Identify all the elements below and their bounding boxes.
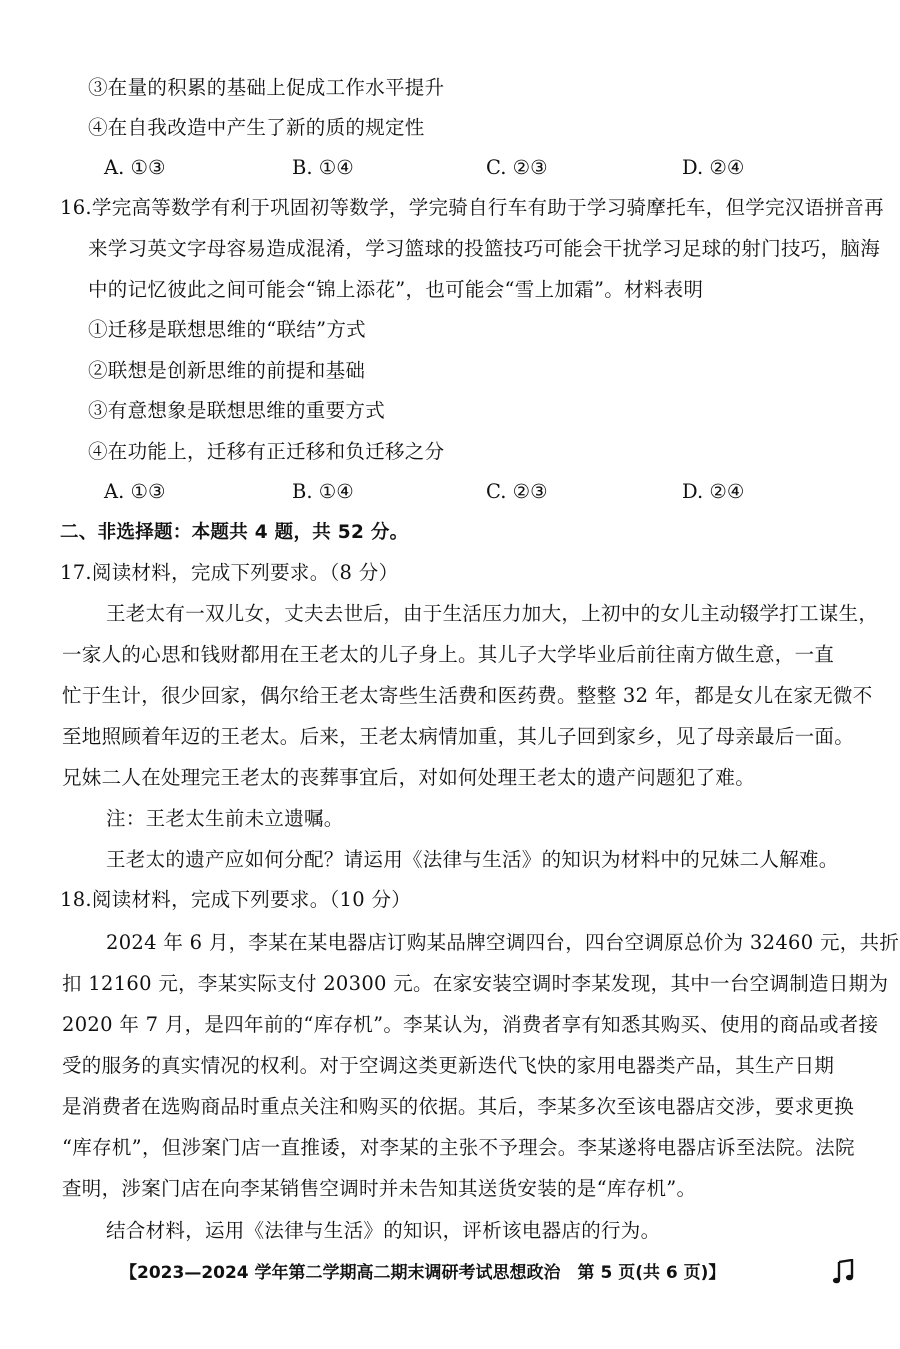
q15-option-d: D. ②④	[682, 156, 745, 179]
q17-material-line-3: 忙于生计，很少回家，偶尔给王老太寄些生活费和医药费。整整 32 年，都是女儿在家无微不	[62, 684, 873, 707]
q17-material-line-5: 兄妹二人在处理完王老太的丧葬事宜后，对如何处理王老太的遗产问题犯了难。	[62, 766, 756, 789]
q15-item-4: ④在自我改造中产生了新的质的规定性	[88, 116, 425, 139]
q18-material-line-4: 受的服务的真实情况的权利。对于空调这类更新迭代飞快的家用电器类产品，其生产日期	[62, 1054, 835, 1077]
q16-option-d: D. ②④	[682, 480, 745, 503]
music-note-icon	[832, 1259, 856, 1285]
q17-material-line-1: 王老太有一双儿女，丈夫去世后，由于生活压力加大，上初中的女儿主动辍学打工谋生，	[106, 602, 879, 625]
q15-option-b: B. ①④	[292, 156, 354, 179]
q16-stem-line-1: 16.学完高等数学有利于巩固初等数学，学完骑自行车有助于学习骑摩托车，但学完汉语拼音再	[60, 196, 884, 219]
q18-title: 18.阅读材料，完成下列要求。（10 分）	[60, 888, 412, 911]
q18-material-line-2: 扣 12160 元，李某实际支付 20300 元。在家安装空调时李某发现，其中一台空调制造日期为	[62, 972, 889, 995]
q16-stem-line-2: 来学习英文字母容易造成混淆，学习篮球的投篮技巧可能会干扰学习足球的射门技巧，脑海	[88, 237, 881, 260]
section-heading: 二、非选择题：本题共 4 题，共 52 分。	[60, 522, 409, 543]
q16-option-b: B. ①④	[292, 480, 354, 503]
q15-item-3: ③在量的积累的基础上促成工作水平提升	[88, 76, 445, 99]
q16-item-1: ①迁移是联想思维的“联结”方式	[88, 318, 366, 341]
q18-material-line-5: 是消费者在选购商品时重点关注和购买的依据。其后，李某多次至该电器店交涉，要求更换	[62, 1095, 855, 1118]
q17-material-line-2: 一家人的心思和钱财都用在王老太的儿子身上。其儿子大学毕业后前往南方做生意，一直	[62, 643, 835, 666]
q16-item-4: ④在功能上，迁移有正迁移和负迁移之分	[88, 440, 445, 463]
q18-question: 结合材料，运用《法律与生活》的知识，评析该电器店的行为。	[106, 1219, 661, 1242]
q15-option-c: C. ②③	[486, 156, 548, 179]
q17-question: 王老太的遗产应如何分配？请运用《法律与生活》的知识为材料中的兄妹二人解难。	[106, 848, 839, 871]
q16-item-2: ②联想是创新思维的前提和基础	[88, 359, 366, 382]
q18-material-line-7: 查明，涉案门店在向李某销售空调时并未告知其送货安装的是“库存机”。	[62, 1177, 697, 1200]
q18-material-line-1: 2024 年 6 月，李某在某电器店订购某品牌空调四台，四台空调原总价为 32460 元，共折	[106, 931, 900, 954]
q16-option-a: A. ①③	[104, 480, 166, 503]
q16-stem-line-3: 中的记忆彼此之间可能会“锦上添花”，也可能会“雪上加霜”。材料表明	[88, 278, 704, 301]
q17-title: 17.阅读材料，完成下列要求。（8 分）	[60, 561, 399, 584]
q17-material-line-4: 至地照顾着年迈的王老太。后来，王老太病情加重，其儿子回到家乡，见了母亲最后一面。	[62, 725, 855, 748]
page-footer: 【2023—2024 学年第二学期高二期末调研考试思想政治 第 5 页(共 6 页)】	[120, 1263, 726, 1283]
q16-option-c: C. ②③	[486, 480, 548, 503]
q17-note: 注：王老太生前未立遗嘱。	[106, 807, 344, 830]
q16-item-3: ③有意想象是联想思维的重要方式	[88, 399, 386, 422]
q18-material-line-3: 2020 年 7 月，是四年前的“库存机”。李某认为，消费者享有知悉其购买、使用的商品或者接	[62, 1013, 879, 1036]
q15-option-a: A. ①③	[104, 156, 166, 179]
q18-material-line-6: “库存机”，但涉案门店一直推诿，对李某的主张不予理会。李某遂将电器店诉至法院。法院	[62, 1136, 855, 1159]
